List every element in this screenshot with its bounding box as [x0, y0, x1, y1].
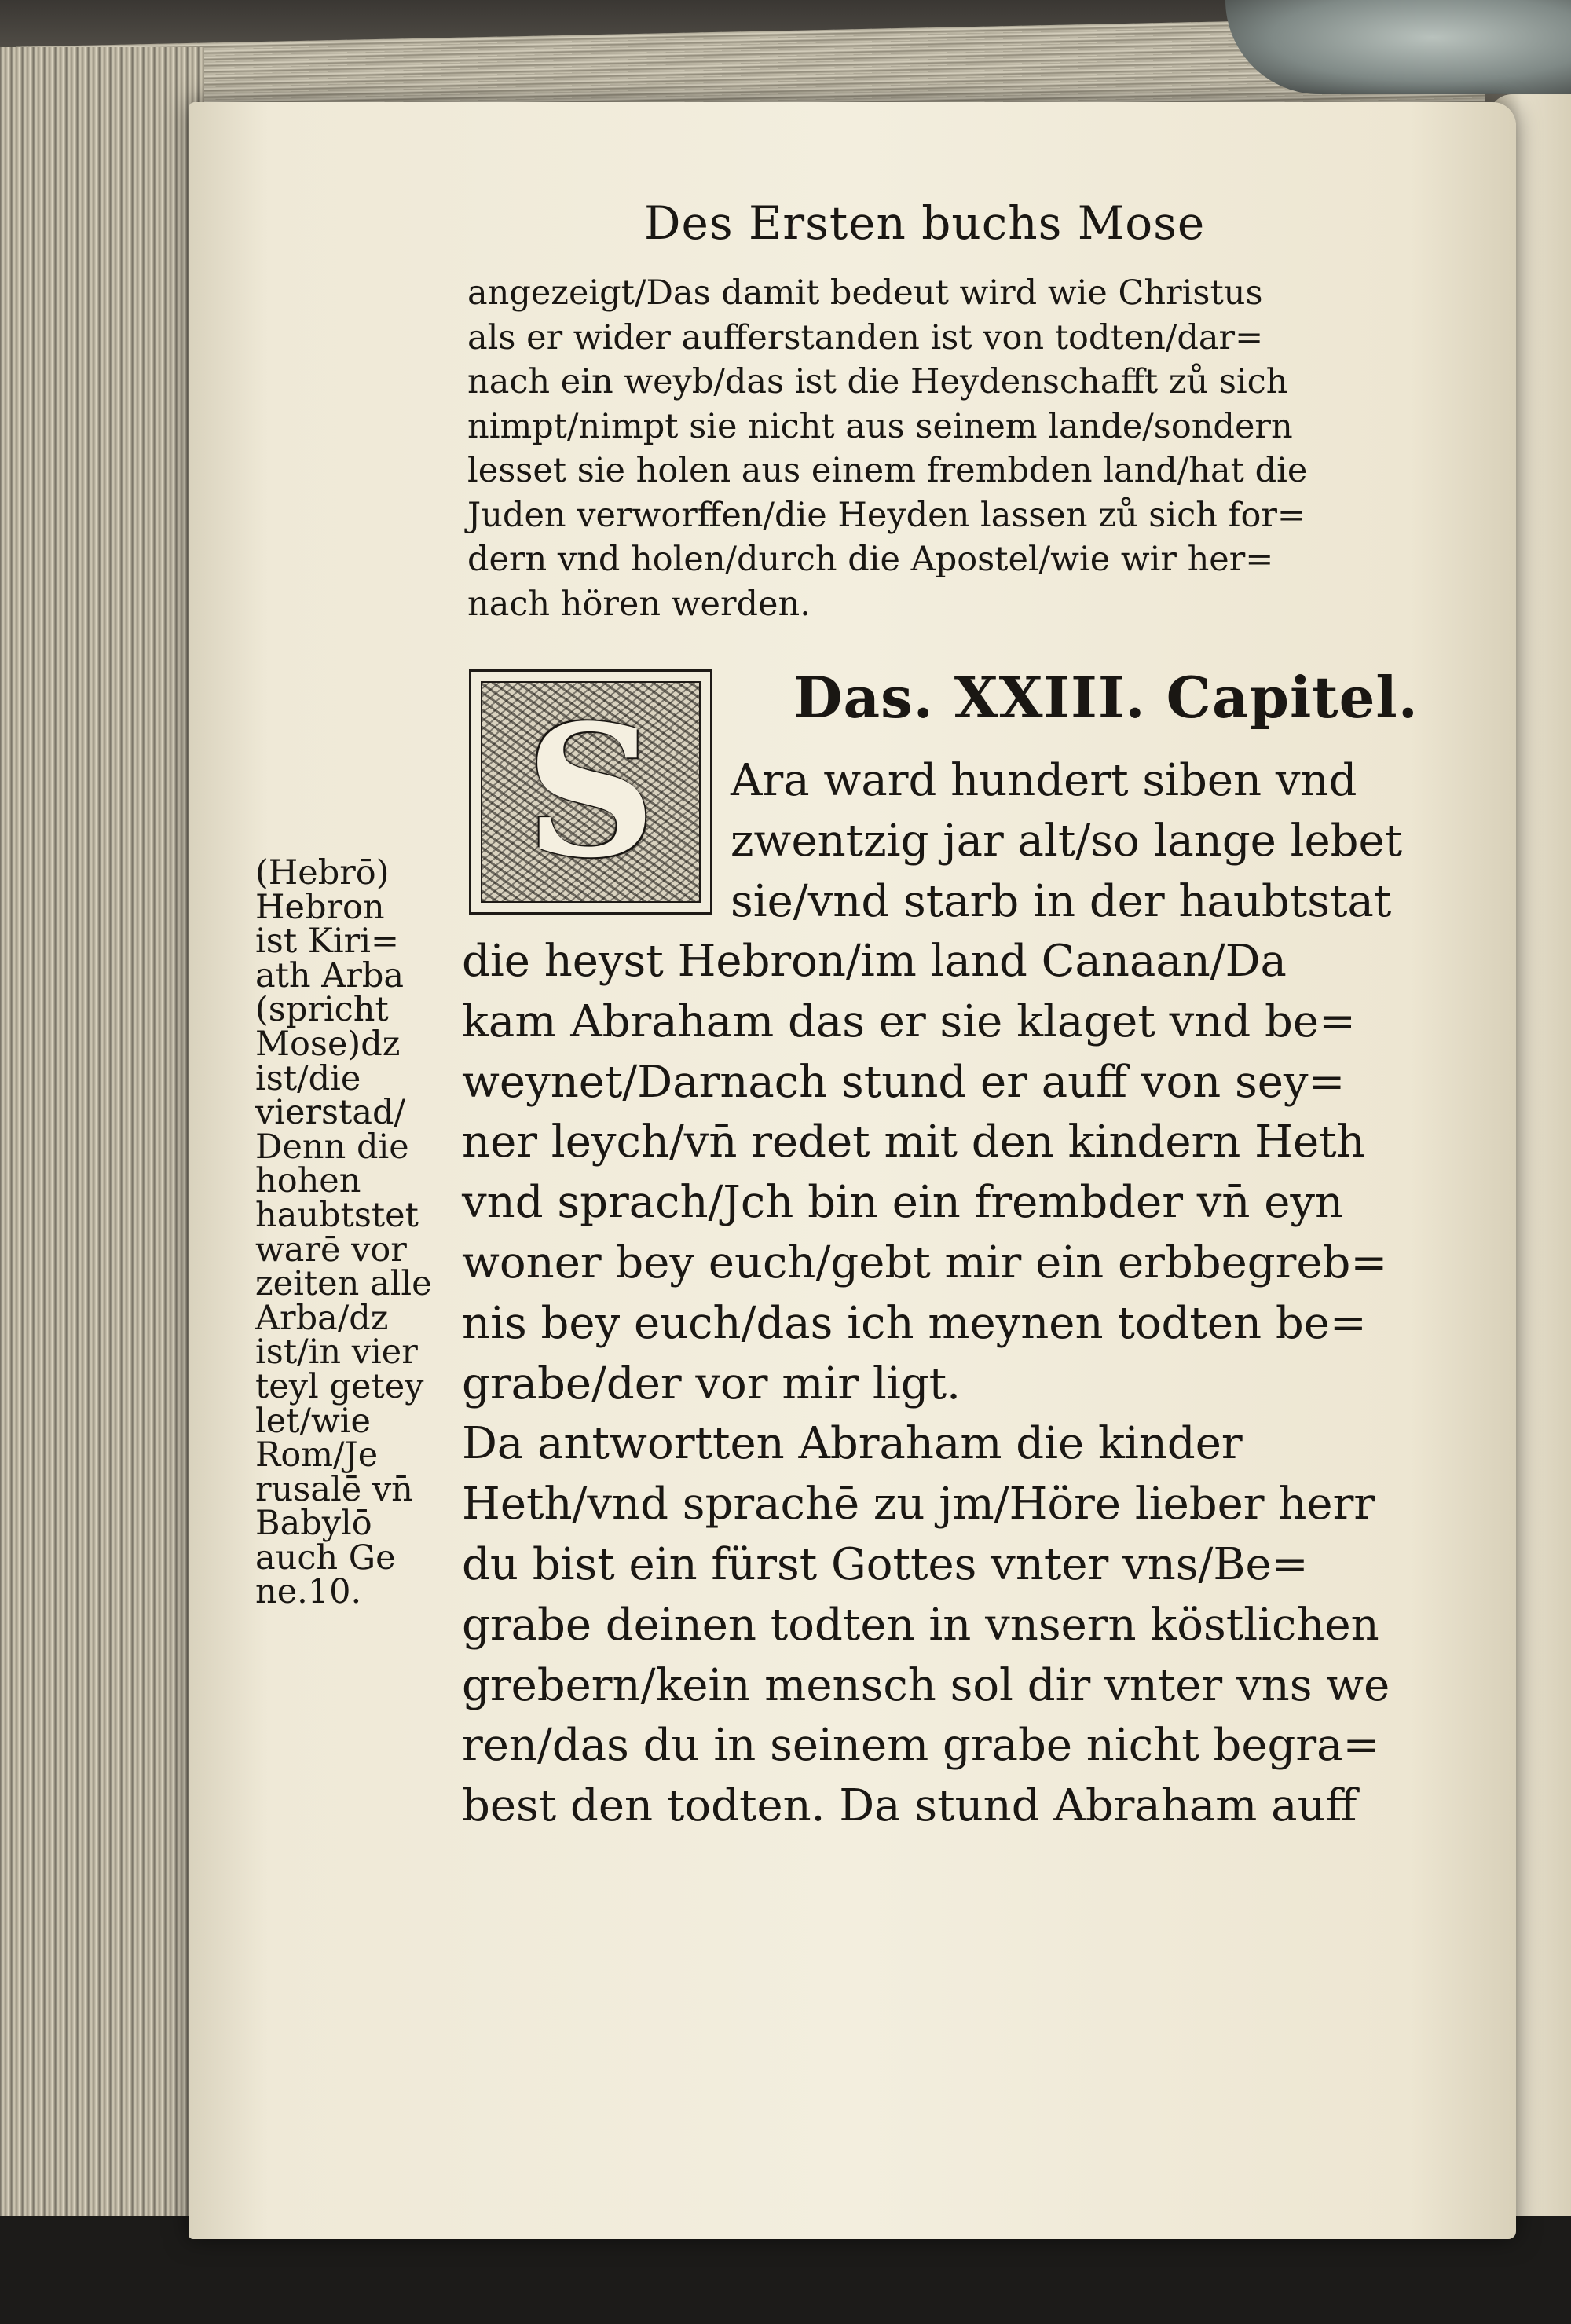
- text-line: die heyst Hebron/im land Canaan/Da: [462, 936, 1287, 987]
- text-line: angezeigt/Das damit bedeut wird wie Christus: [467, 273, 1263, 313]
- gloss-line: haubtstet: [255, 1195, 419, 1235]
- gloss-line: let/wie: [255, 1401, 371, 1441]
- gloss-line: vierstad/: [255, 1093, 406, 1133]
- gloss-line: ist Kiri=: [255, 922, 399, 962]
- text-line: nach hören werden.: [467, 584, 811, 624]
- gloss-line: ist/in vier: [255, 1332, 418, 1373]
- text-line: grabe deinen todten in vnsern köstlichen: [462, 1599, 1379, 1651]
- text-line: ren/das du in seinem grabe nicht begra=: [462, 1720, 1380, 1772]
- text-line: als er wider aufferstanden ist von todten/dar=: [467, 317, 1264, 357]
- text-line: vnd sprach/Jch bin ein frembder vn̄ eyn: [462, 1177, 1344, 1229]
- gloss-line: Hebron: [255, 887, 385, 927]
- text-line: Da antwortten Abraham die kinder: [462, 1418, 1243, 1470]
- gloss-line: hohen: [255, 1161, 361, 1201]
- gloss-line: ne.10.: [255, 1572, 362, 1612]
- text-line: Juden verworffen/die Heyden lassen zů sich for=: [467, 495, 1306, 535]
- intro-paragraph: [467, 271, 1307, 626]
- gloss-line: ath Arba: [255, 955, 405, 995]
- gloss-line: rusalē vn̄: [255, 1469, 413, 1509]
- decorated-initial: [469, 669, 712, 915]
- chapter-title: Das. XXIII. Capitel.: [793, 664, 1419, 731]
- text-line: lesset sie holen aus einem frembden land/hat die: [467, 451, 1308, 490]
- text-line: nis bey euch/das ich meynen todten be=: [462, 1297, 1367, 1349]
- text-line: grebern/kein mensch sol dir vnter vns we: [462, 1659, 1390, 1711]
- text-line: dern vnd holen/durch die Apostel/wie wir her=: [467, 540, 1274, 579]
- gloss-line: warē vor: [255, 1230, 407, 1270]
- text-line: du bist ein fürst Gottes vnter vns/Be=: [462, 1538, 1309, 1590]
- text-line: kam Abraham das er sie klaget vnd be=: [462, 995, 1356, 1047]
- text-line: ner leych/vn̄ redet mit den kindern Heth: [462, 1116, 1365, 1168]
- main-text-indented: [731, 750, 1402, 932]
- text-line: zwentzig jar alt/so lange lebet: [731, 816, 1403, 867]
- gloss-line: Arba/dz: [255, 1298, 389, 1338]
- text-line: Ara ward hundert siben vnd: [731, 755, 1357, 806]
- gloss-line: (Hebrō): [255, 853, 390, 893]
- text-line: Heth/vnd sprachē zu jm/Höre lieber herr: [462, 1479, 1375, 1530]
- gloss-line: Babylō: [255, 1504, 372, 1544]
- text-line: sie/vnd starb in der haubtstat: [731, 876, 1392, 927]
- text-line: grabe/der vor mir ligt.: [462, 1358, 961, 1409]
- text-line: best den todten. Da stund Abraham auff: [462, 1780, 1357, 1832]
- initial-letter: S: [525, 686, 657, 898]
- gloss-line: teyl getey: [255, 1366, 424, 1406]
- gloss-line: auch Ge: [255, 1538, 396, 1578]
- gloss-line: (spricht: [255, 990, 389, 1030]
- page-stack-left-edge: [0, 47, 204, 2231]
- main-text-body: [462, 932, 1390, 1837]
- gloss-line: Denn die: [255, 1127, 409, 1167]
- text-line: woner bey euch/gebt mir ein erbbegreb=: [462, 1237, 1388, 1288]
- gloss-line: Rom/Je: [255, 1435, 379, 1475]
- marginal-gloss: [255, 853, 432, 1612]
- running-head: Des Ersten buchs Mose: [644, 196, 1206, 250]
- gloss-line: zeiten alle: [255, 1264, 432, 1304]
- text-line: weynet/Darnach stund er auff von sey=: [462, 1056, 1346, 1108]
- text-line: nach ein weyb/das ist die Heydenschafft zů sich: [467, 362, 1288, 401]
- text-line: nimpt/nimpt sie nicht aus seinem lande/sondern: [467, 406, 1293, 446]
- gloss-line: Mose)dz: [255, 1024, 401, 1064]
- cloth-cushion: [1225, 0, 1571, 94]
- gloss-line: ist/die: [255, 1058, 361, 1098]
